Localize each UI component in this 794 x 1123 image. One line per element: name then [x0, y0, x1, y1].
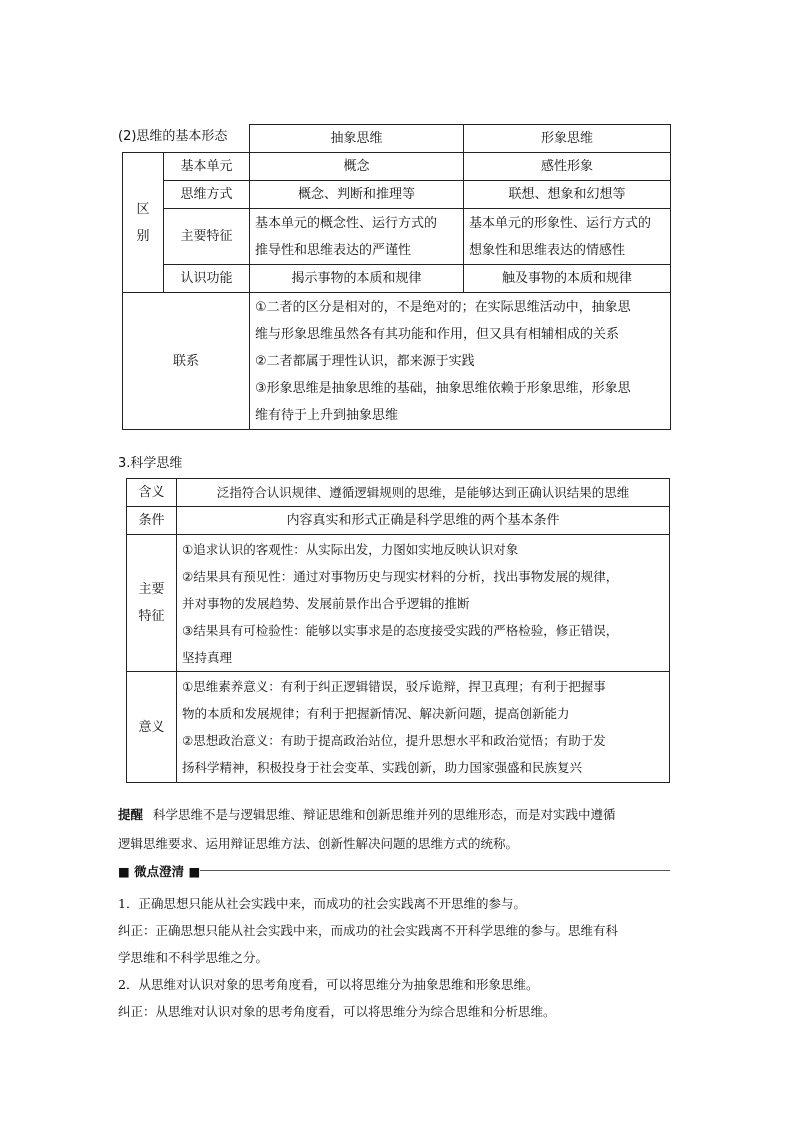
link-line: 维有待于上升到抽象思维: [255, 407, 399, 423]
feature-line: 坚持真理: [182, 649, 233, 665]
cell-image: 触及事物的本质和规律: [464, 265, 671, 293]
tip-line-1: 科学思维不是与逻辑思维、辩证思维和创新思维并列的思维形态，而是对实践中遵循: [153, 807, 616, 822]
section2-title: (2)思维的基本形态: [118, 129, 228, 144]
clarify-heading-bar: [118, 862, 670, 878]
scientific-thinking-table: [126, 478, 670, 783]
cell-abstract: 概念、判断和推理等: [250, 181, 464, 209]
tip-note: [118, 800, 688, 858]
feature-line: ①追求认识的客观性：从实际出发，力图如实地反映认识对象: [182, 541, 519, 557]
link-line: ②二者都属于理性认识，都来源于实践: [255, 353, 475, 369]
thinking-forms-table: [122, 124, 671, 430]
row-label: 思维方式: [164, 181, 250, 209]
section3-title: 3.科学思维: [118, 456, 183, 471]
feature-line: ③结果具有可检验性：能够以实事求是的态度接受实践的严格检验，修正错误，: [182, 622, 619, 638]
tip-line-2: 逻辑思维要求、运用辩证思维方法、创新性解决问题的思维方式的统称。: [118, 836, 519, 851]
significance-label: 意义: [127, 672, 177, 783]
significance-line: ①思维素养意义：有利于纠正逻辑错误，驳斥诡辩，捍卫真理；有利于把握事: [182, 679, 606, 694]
clarify-correction: 纠正：从思维对认识对象的思考角度看，可以将思维分为综合思维和分析思维。: [118, 1004, 556, 1019]
cell-image: [464, 209, 671, 265]
condition-label: 条件: [127, 507, 177, 535]
clarify-correction: 纠正：正确思想只能从社会实践中来，而成功的社会实践离不开科学思维的参与。思维有科: [118, 923, 619, 938]
clarify-item: 1．正确思想只能从社会实践中来，而成功的社会实践离不开思维的参与。: [118, 896, 526, 911]
row-label: 认识功能: [164, 265, 250, 293]
group-label-char-1: 区: [136, 201, 150, 217]
condition-text: 内容真实和形式正确是科学思维的两个基本条件: [177, 507, 670, 535]
link-line: 维与形象思维虽然各有其功能和作用，但又具有相辅相成的关系: [255, 326, 620, 342]
cell-abstract: 揭示事物的本质和规律: [250, 265, 464, 293]
clarify-item: 2．从思维对认识对象的思考角度看，可以将思维分为抽象思维和形象思维。: [118, 977, 539, 992]
row-label: 主要特征: [164, 209, 250, 265]
feature-content: [177, 535, 670, 672]
header-abstract: 抽象思维: [250, 125, 464, 153]
cell-line: 基本单元的概念性、运行方式的: [255, 215, 438, 231]
significance-line: 物的本质和发展规律；有利于把握新情况、解决新问题，提高创新能力: [182, 706, 570, 721]
feature-label-line-2: 特征: [138, 609, 165, 624]
feature-label-line-1: 主要: [138, 582, 165, 597]
meaning-text: 泛指符合认识规律、遵循逻辑规则的思维，是能够达到正确认识结果的思维: [177, 479, 670, 507]
feature-line: ②结果具有预见性：通过对事物历史与现实材料的分析，找出事物发展的规律，: [182, 568, 619, 584]
clarify-correction-cont: 学思维和不科学思维之分。: [118, 950, 269, 965]
header-image: 形象思维: [464, 125, 671, 153]
table-corner: [123, 125, 250, 153]
link-line: ①二者的区分是相对的，不是绝对的；在实际思维活动中，抽象思: [255, 299, 631, 315]
cell-line: 基本单元的形象性、运行方式的: [469, 215, 652, 231]
heading-rule: [200, 870, 670, 871]
clarify-heading: ■ 微点澄清 ■: [118, 862, 206, 880]
cell-abstract: 概念: [250, 153, 464, 181]
cell-image: 感性形象: [464, 153, 671, 181]
link-content: [250, 293, 671, 430]
row-label: 基本单元: [164, 153, 250, 181]
link-line: ③形象思维是抽象思维的基础，抽象思维依赖于形象思维，形象思: [255, 380, 631, 396]
significance-line: 扬科学精神，积极投身于社会变革、实践创新，助力国家强盛和民族复兴: [182, 760, 583, 775]
cell-image: 联想、想象和幻想等: [464, 181, 671, 209]
cell-line: 想象性和思维表达的情感性: [469, 242, 626, 258]
cell-abstract: [250, 209, 464, 265]
tip-label: 提醒: [118, 807, 144, 822]
group-label-char-2: 别: [136, 228, 150, 244]
significance-line: ②思想政治意义：有助于提高政治站位，提升思想水平和政治觉悟；有助于发: [182, 733, 606, 748]
cell-line: 推导性和思维表达的严谨性: [255, 242, 412, 258]
significance-content: [177, 672, 670, 783]
link-label: 联系: [123, 293, 250, 430]
group-label-difference: [123, 153, 164, 293]
feature-label: [127, 535, 177, 672]
feature-line: 并对事物的发展趋势、发展前景作出合乎逻辑的推断: [182, 595, 470, 611]
meaning-label: 含义: [127, 479, 177, 507]
